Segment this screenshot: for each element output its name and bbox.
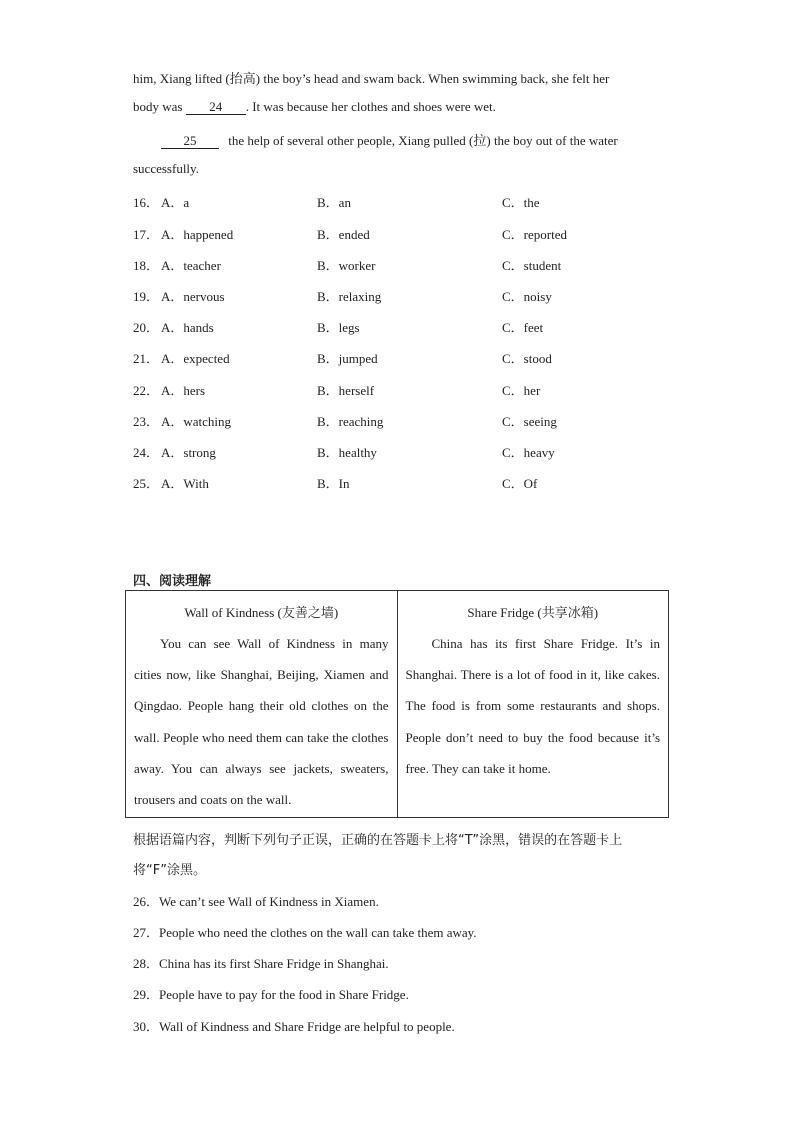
answer-blank-25: 25 — [161, 134, 219, 149]
tf-question: 28．China has its first Share Fridge in Shanghai. — [133, 956, 389, 971]
option-b: B．worker — [317, 258, 376, 273]
option-b: B．jumped — [317, 351, 378, 366]
option-a: A．watching — [161, 414, 232, 429]
option-a: A．expected — [161, 351, 230, 366]
option-a: A．hers — [161, 383, 206, 398]
option-a: A．a — [161, 195, 190, 210]
instruction: 根据语篇内容，判断下列句子正误，正确的在答题卡上将“T”涂黑，错误的在答题卡上将“F”涂黑。 — [133, 833, 623, 878]
tf-question: 30．Wall of Kindness and Share Fridge are helpful to people. — [133, 1019, 455, 1034]
question-row: 20． A．hands B．legs C．feet — [133, 317, 673, 337]
option-c: C．her — [502, 383, 541, 398]
section-heading: 四、阅读理解 — [133, 574, 212, 589]
option-c: C．reported — [502, 227, 567, 242]
option-c: C．noisy — [502, 289, 552, 304]
option-a: A．happened — [161, 227, 234, 242]
option-b: B．reaching — [317, 414, 384, 429]
option-b: B．herself — [317, 383, 375, 398]
option-b: B．legs — [317, 320, 360, 335]
option-c: C．seeing — [502, 414, 557, 429]
right-title: Share Fridge (共享冰箱) — [467, 605, 599, 620]
tf-question: 26．We can’t see Wall of Kindness in Xiamen. — [133, 894, 379, 909]
question-row: 23． A．watching B．reaching C．seeing — [133, 411, 673, 431]
option-c: C．student — [502, 258, 562, 273]
question-row: 17． A．happened B．ended C．reported — [133, 224, 673, 244]
left-title: Wall of Kindness (友善之墙) — [184, 605, 339, 620]
tf-question: 27．People who need the clothes on the wall can take them away. — [133, 925, 477, 940]
passage-line — [161, 130, 618, 149]
option-c: C．stood — [502, 351, 552, 366]
wall-of-kindness-cell — [126, 591, 398, 818]
option-b: B．ended — [317, 227, 370, 242]
question-row: 19． A．nervous B．relaxing C．noisy — [133, 286, 673, 306]
question-row: 21． A．expected B．jumped C．stood — [133, 348, 673, 368]
option-a: A．hands — [161, 320, 214, 335]
option-a: A．teacher — [161, 258, 221, 273]
option-c: C．heavy — [502, 445, 555, 460]
passage-text: the help of several other people, Xiang pulled (拉) the boy out of the water — [228, 133, 618, 148]
option-b: B．relaxing — [317, 289, 382, 304]
passage-line: successfully. — [133, 161, 199, 176]
option-c: C．the — [502, 195, 540, 210]
passage-text: . It was because her clothes and shoes were wet. — [245, 99, 496, 114]
passage-line: him, Xiang lifted (抬高) the boy’s head and swam back. When swimming back, she felt her — [133, 71, 610, 86]
option-c: C．Of — [502, 476, 538, 491]
question-row: 18． A．teacher B．worker C．student — [133, 255, 673, 275]
left-body: You can see Wall of Kindness in many cities now, like Shanghai, Beijing, Xiamen and Qingdao. People hang their old clothes on the wall. People who need them can take the clothes away. You can always see jackets, sweaters, trousers and coats on the wall. — [134, 636, 389, 808]
option-b: B．an — [317, 195, 351, 210]
share-fridge-cell — [397, 591, 669, 818]
question-row: 22． A．hers B．herself C．her — [133, 380, 673, 400]
reading-table — [125, 590, 669, 818]
question-row: 24． A．strong B．healthy C．heavy — [133, 442, 673, 462]
option-a: A．strong — [161, 445, 216, 460]
option-a: A．nervous — [161, 289, 225, 304]
tf-question: 29．People have to pay for the food in Share Fridge. — [133, 987, 409, 1002]
option-b: B．In — [317, 476, 350, 491]
option-a: A．With — [161, 476, 209, 491]
passage-text: body was — [133, 99, 183, 114]
option-c: C．feet — [502, 320, 544, 335]
question-row: 16． A．a B．an C．the — [133, 192, 673, 212]
option-b: B．healthy — [317, 445, 377, 460]
answer-blank-24: 24 — [186, 100, 246, 115]
right-body: China has its first Share Fridge. It’s in Shanghai. There is a lot of food in it, like cakes. The food is from some restaurants and shops. People don’t need to buy the food because it’s free. They can take it home. — [405, 636, 660, 776]
question-row: 25． A．With B．In C．Of — [133, 473, 673, 493]
passage-line — [133, 99, 496, 115]
